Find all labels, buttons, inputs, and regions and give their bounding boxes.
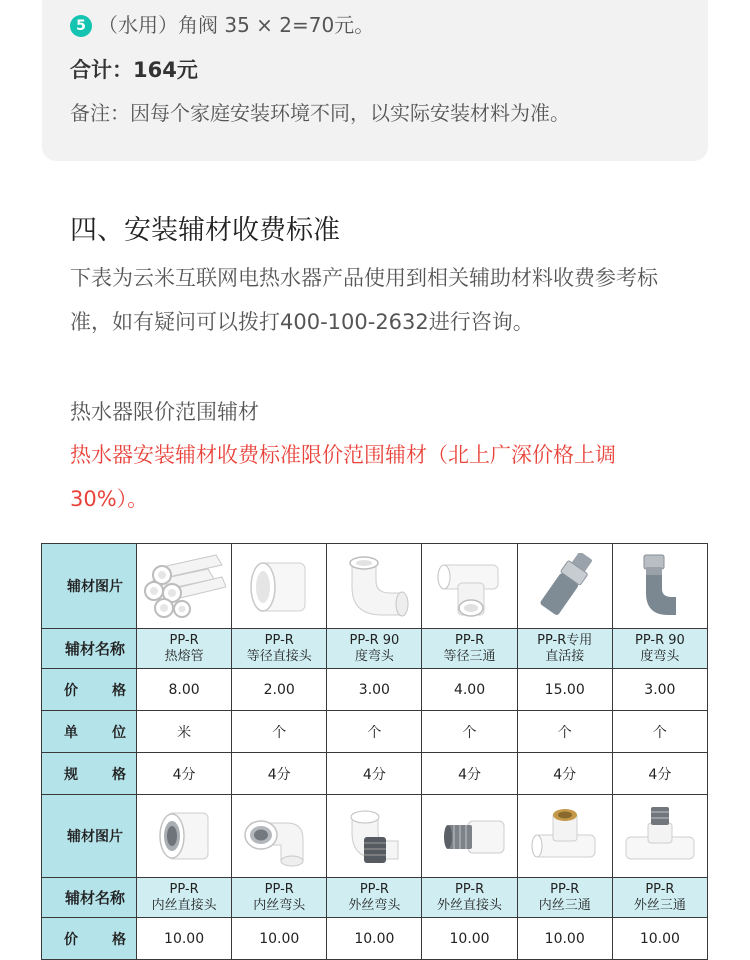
female-thread-elbow-icon: [237, 803, 321, 869]
material-image-cell: [422, 795, 517, 878]
spec-cell: 4分: [327, 753, 422, 795]
row-header-name: 辅材名称: [42, 629, 137, 669]
remark-line: 备注：因每个家庭安装环境不同，以实际安装材料为准。: [70, 101, 570, 125]
materials-table: [41, 543, 708, 960]
material-image-cell: [232, 544, 327, 629]
total-line: 合计：164元: [70, 58, 198, 82]
price-notice: 热水器安装辅材收费标准限价范围辅材（北上广深价格上调30%）。: [70, 443, 616, 511]
table-row: [42, 795, 708, 878]
price-cell: 10.00: [517, 918, 612, 960]
subtitle-line: 热水器限价范围辅材: [70, 400, 259, 424]
unit-cell: 个: [517, 711, 612, 753]
price-cell: 3.00: [612, 669, 707, 711]
price-cell: 10.00: [327, 918, 422, 960]
union-elbow-icon: [618, 553, 702, 619]
row-header-name: 辅材名称: [42, 878, 137, 918]
table-row: [42, 629, 708, 669]
spec-cell: 4分: [232, 753, 327, 795]
row-header-price: 价 格: [42, 918, 137, 960]
unit-cell: 个: [422, 711, 517, 753]
material-image-cell: [517, 795, 612, 878]
unit-cell: 个: [327, 711, 422, 753]
table-row: [42, 711, 708, 753]
price-cell: 4.00: [422, 669, 517, 711]
material-image-cell: [327, 544, 422, 629]
male-thread-tee-icon: [618, 803, 702, 869]
price-cell: 10.00: [422, 918, 517, 960]
spec-cell: 4分: [517, 753, 612, 795]
equal-tee-icon: [428, 553, 512, 619]
spec-cell: 4分: [612, 753, 707, 795]
section-title: 四、安装辅材收费标准: [70, 215, 340, 246]
straight-coupling-icon: [237, 553, 321, 619]
material-summary-box: [42, 0, 708, 161]
material-image-cell: [137, 795, 232, 878]
elbow-90-icon: [332, 553, 416, 619]
material-name-cell: PP-R 外丝直接头: [422, 878, 517, 918]
row-header-price: 价 格: [42, 669, 137, 711]
spec-cell: 4分: [137, 753, 232, 795]
material-name-cell: PP-R 等径直接头: [232, 629, 327, 669]
material-image-cell: [327, 795, 422, 878]
material-name-cell: PP-R 内丝三通: [517, 878, 612, 918]
material-image-cell: [517, 544, 612, 629]
material-name-cell: PP-R 90 度弯头: [612, 629, 707, 669]
angle-valve-line: [70, 9, 374, 38]
row-header-image: 辅材图片: [42, 544, 137, 629]
material-image-cell: [137, 544, 232, 629]
material-image-cell: [422, 544, 517, 629]
price-cell: 10.00: [137, 918, 232, 960]
table-row: [42, 669, 708, 711]
price-cell: 8.00: [137, 669, 232, 711]
material-image-cell: [612, 544, 707, 629]
table-row: [42, 753, 708, 795]
unit-cell: 个: [612, 711, 707, 753]
female-thread-tee-icon: [523, 803, 607, 869]
material-name-cell: PP-R 内丝弯头: [232, 878, 327, 918]
male-thread-coupling-icon: [428, 803, 512, 869]
material-name-cell: PP-R专用 直活接: [517, 629, 612, 669]
price-cell: 15.00: [517, 669, 612, 711]
spec-cell: 4分: [422, 753, 517, 795]
row-header-unit: 单 位: [42, 711, 137, 753]
row-header-image: 辅材图片: [42, 795, 137, 878]
item-number-badge: 5: [70, 15, 92, 37]
material-name-cell: PP-R 热熔管: [137, 629, 232, 669]
material-image-cell: [232, 795, 327, 878]
unit-cell: 米: [137, 711, 232, 753]
price-cell: 10.00: [612, 918, 707, 960]
material-name-cell: PP-R 内丝直接头: [137, 878, 232, 918]
material-name-cell: PP-R 等径三通: [422, 629, 517, 669]
table-row: [42, 544, 708, 629]
pipe-bundle-icon: [142, 553, 226, 619]
price-cell: 3.00: [327, 669, 422, 711]
intro-paragraph: 下表为云米互联网电热水器产品使用到相关辅助材料收费参考标准，如有疑问可以拨打400-100-2632进行咨询。: [70, 266, 658, 334]
table-row: [42, 918, 708, 960]
table-row: [42, 878, 708, 918]
male-thread-elbow-icon: [332, 803, 416, 869]
unit-cell: 个: [232, 711, 327, 753]
price-cell: 10.00: [232, 918, 327, 960]
price-cell: 2.00: [232, 669, 327, 711]
material-name-cell: PP-R 外丝弯头: [327, 878, 422, 918]
union-connector-icon: [523, 553, 607, 619]
row-header-spec: 规 格: [42, 753, 137, 795]
material-name-cell: PP-R 90 度弯头: [327, 629, 422, 669]
material-image-cell: [612, 795, 707, 878]
angle-valve-text: （水用）角阀 35 × 2=70元。: [98, 13, 375, 37]
material-name-cell: PP-R 外丝三通: [612, 878, 707, 918]
female-thread-coupling-icon: [142, 803, 226, 869]
